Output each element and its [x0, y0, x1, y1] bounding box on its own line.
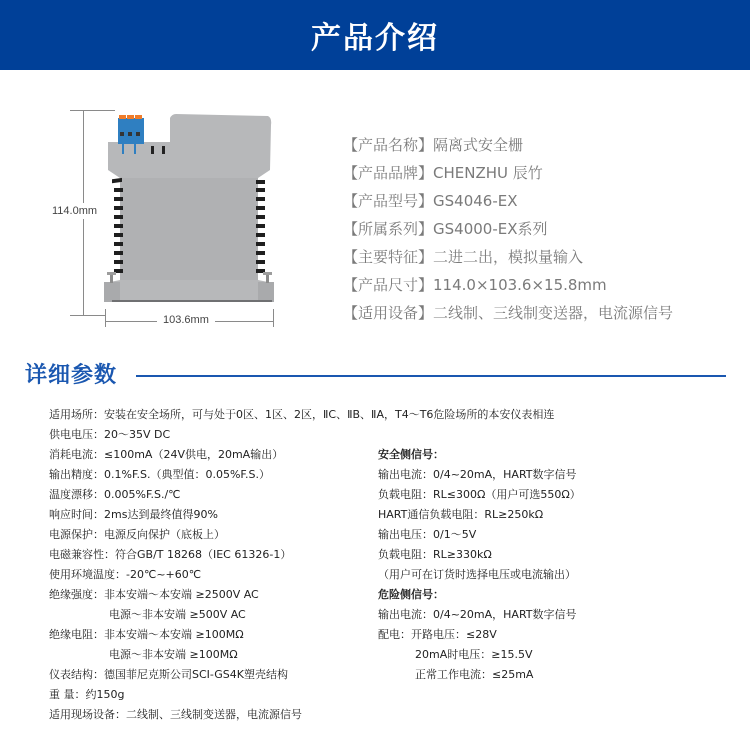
- param-row: 输出电流：0/4~20mA，HART数字信号: [378, 608, 577, 621]
- width-dimension-label: 103.6mm: [157, 314, 215, 326]
- param-row: 输出精度：0.1%F.S.（典型值：0.05%F.S.）: [49, 468, 270, 481]
- param-row: 输出电压：0/1～5V: [378, 528, 477, 541]
- info-value: CHENZHU 辰竹: [433, 164, 543, 182]
- info-value: GS4046-EX: [433, 192, 518, 210]
- param-row: 电磁兼容性：符合GB/T 18268（IEC 61326-1）: [49, 548, 292, 561]
- header-title: 产品介绍: [311, 21, 439, 56]
- param-row: 适用现场设备：二线制、三线制变送器，电流源信号: [49, 708, 302, 721]
- param-row: 配电：开路电压：≤28V: [378, 628, 497, 641]
- param-row: 重 量：约150g: [49, 688, 125, 701]
- param-row: 负载电阻：RL≤300Ω（用户可选550Ω）: [378, 488, 581, 501]
- info-row-brand: [343, 159, 673, 187]
- param-row: 适用场所：安装在安全场所，可与处于0区、1区、2区，ⅡC、ⅡB、ⅡA，T4～T6危险场所的本安仪表相连: [49, 408, 555, 421]
- info-value: 二线制、三线制变送器，电流源信号: [433, 304, 674, 322]
- info-key: 【适用设备】: [343, 304, 434, 322]
- info-row-size: [343, 271, 673, 299]
- param-row: 温度漂移：0.005%F.S./℃: [49, 488, 181, 501]
- height-dimension-label: 114.0mm: [52, 205, 98, 217]
- dimension-tick: [273, 309, 274, 327]
- info-key: 【产品名称】: [343, 136, 434, 154]
- dimension-tick: [105, 309, 106, 327]
- info-key: 【主要特征】: [343, 248, 434, 266]
- info-value: GS4000-EX系列: [433, 220, 548, 238]
- param-row: 绝缘强度：非本安端～本安端 ≥2500V AC: [49, 588, 259, 601]
- params-right-column: [378, 445, 581, 685]
- param-row: 电源～非本安端 ≥100MΩ: [109, 648, 238, 661]
- info-row-features: [343, 243, 673, 271]
- param-row: 使用环境温度：-20℃~+60℃: [49, 568, 202, 581]
- param-row: HART通信负载电阻：RL≥250kΩ: [378, 508, 544, 521]
- info-row-name: [343, 131, 673, 159]
- param-subheading-safe-side: 安全侧信号：: [378, 448, 444, 461]
- param-row: 仪表结构：德国菲尼克斯公司SCI-GS4K塑壳结构: [49, 668, 288, 681]
- info-key: 【产品尺寸】: [343, 276, 434, 294]
- product-info-list: [343, 131, 673, 327]
- info-value: 114.0×103.6×15.8mm: [433, 276, 607, 294]
- param-row: 供电电压：20～35V DC: [49, 428, 171, 441]
- param-row: （用户可在订货时选择电压或电流输出）: [378, 568, 576, 581]
- param-row: 输出电流：0/4~20mA，HART数字信号: [378, 468, 577, 481]
- param-subheading-hazard-side: 危险侧信号：: [378, 588, 444, 601]
- info-key: 【所属系列】: [343, 220, 434, 238]
- param-row: 正常工作电流：≤25mA: [415, 668, 534, 681]
- info-key: 【产品品牌】: [343, 164, 434, 182]
- info-row-series: [343, 215, 673, 243]
- info-key: 【产品型号】: [343, 192, 434, 210]
- info-value: 隔离式安全栅: [433, 136, 524, 154]
- section-title: 详细参数: [25, 363, 118, 388]
- safety-barrier-device-image: [0, 0, 300, 340]
- param-row: 电源～非本安端 ≥500V AC: [109, 608, 246, 621]
- info-row-devices: [343, 299, 673, 327]
- section-divider: [136, 375, 726, 377]
- param-row: 电源保护：电源反向保护（底板上）: [49, 528, 225, 541]
- param-row: 20mA时电压：≥15.5V: [415, 648, 533, 661]
- info-value: 二进二出，模拟量输入: [433, 248, 584, 266]
- param-row: 负载电阻：RL≥330kΩ: [378, 548, 492, 561]
- info-row-model: [343, 187, 673, 215]
- param-row: 绝缘电阻：非本安端～本安端 ≥100MΩ: [49, 628, 244, 641]
- param-row: 消耗电流：≤100mA（24V供电，20mA输出）: [49, 448, 284, 461]
- param-row: 响应时间：2ms达到最终值得90%: [49, 508, 218, 521]
